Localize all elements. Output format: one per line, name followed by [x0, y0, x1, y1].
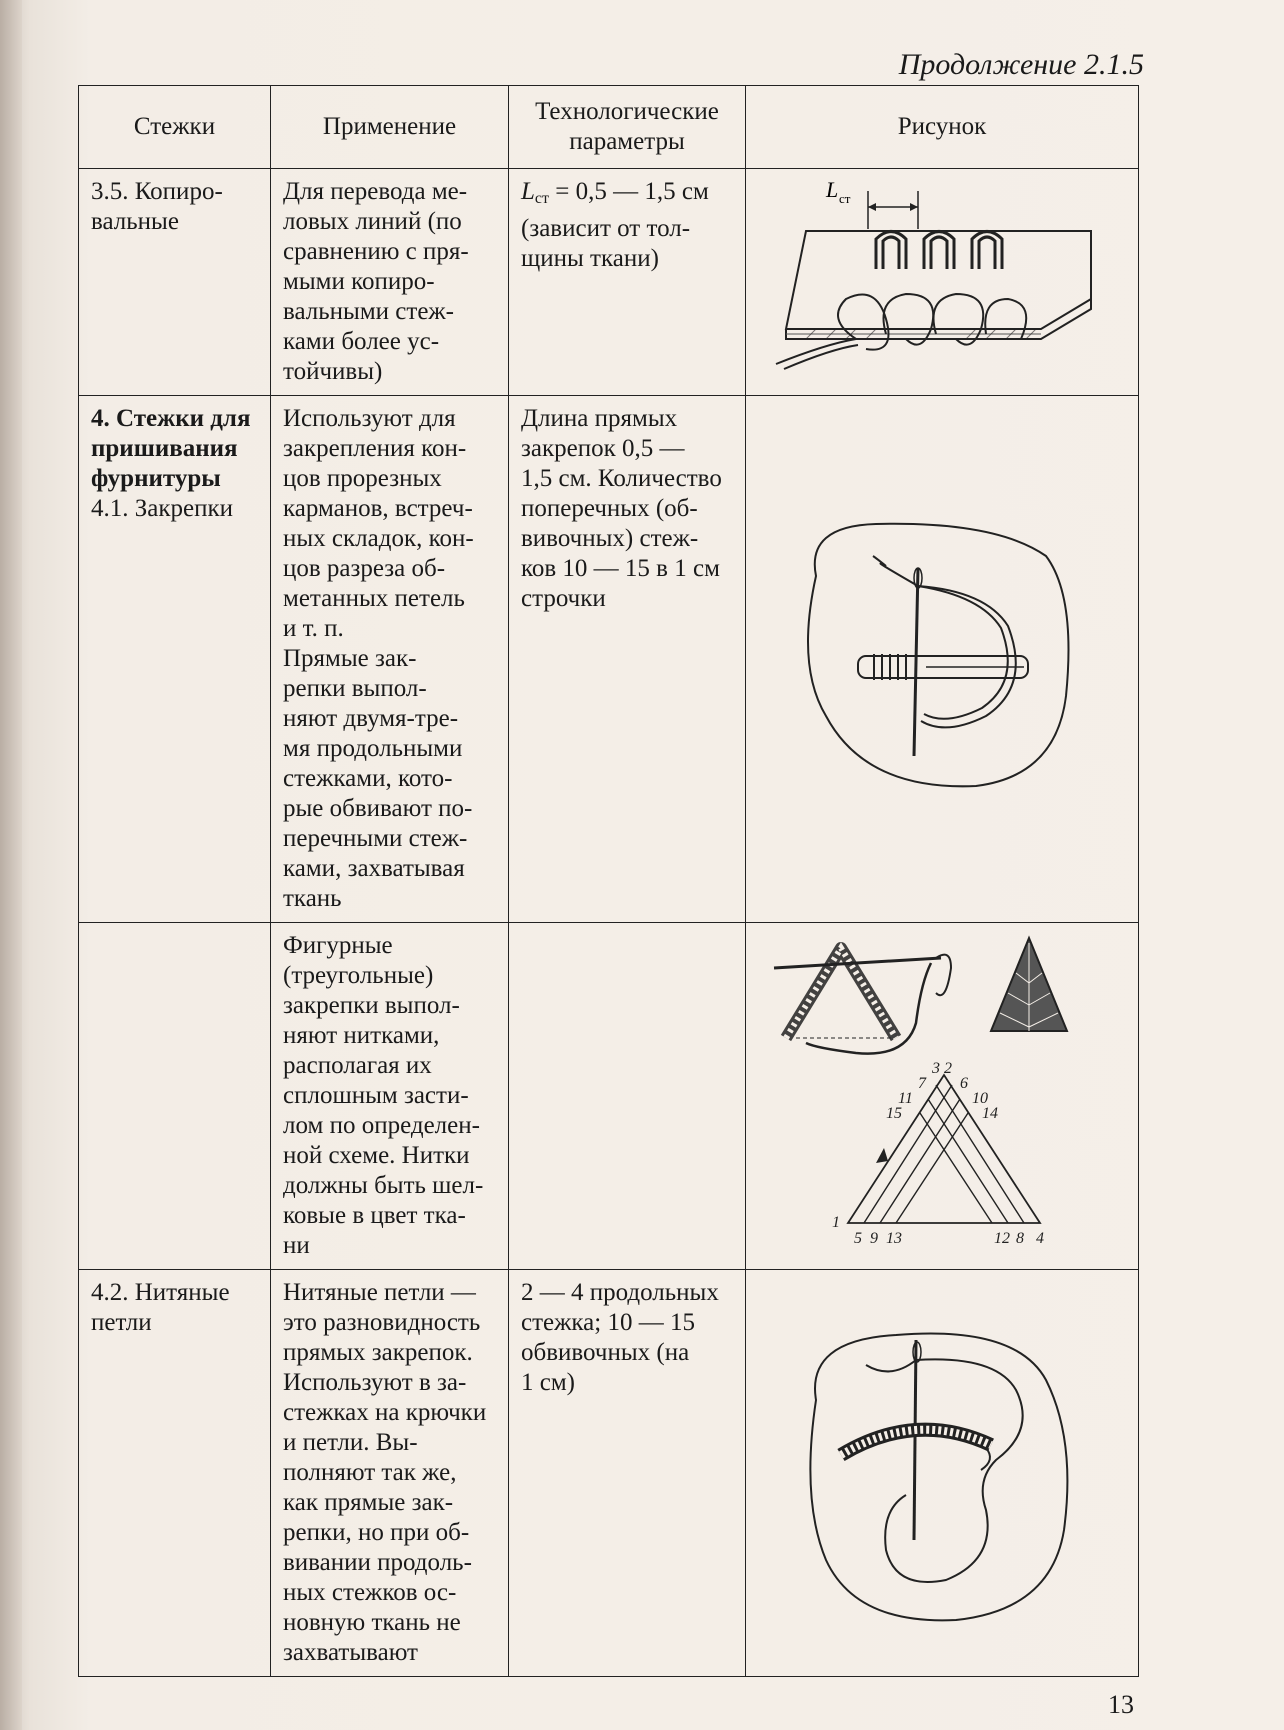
section-title: 4. Стежки для пришивания фурнитуры	[91, 405, 251, 492]
header-figure: Рисунок	[746, 86, 1139, 169]
stitch-name-cell: 4.2. Нитяные петли	[79, 1270, 271, 1677]
thread-loop-illustration-icon	[746, 1270, 1138, 1668]
figure-dimension-subscript: ст	[839, 191, 851, 206]
scheme-number: 12	[994, 1230, 1010, 1247]
scheme-number: 10	[972, 1090, 988, 1107]
application-cell: Для перевода ме- ловых линий (по сравнению с пря- мыми копиро- вальными стеж- ками более ус- тойчивы)	[271, 169, 509, 396]
stitch-name-cell: 4. Стежки для пришивания фурнитуры 4.1. Закрепки	[79, 396, 271, 923]
scheme-number: 2	[944, 1060, 952, 1077]
figure-cell	[746, 1270, 1139, 1677]
continuation-label: Продолжение 2.1.5	[898, 48, 1144, 81]
header-application: Применение	[271, 86, 509, 169]
scheme-number: 6	[960, 1075, 968, 1092]
scheme-number: 4	[1036, 1230, 1044, 1247]
parameters-cell: $L_{ст} = 0,5$ — 1,5 см (зависит от тол- щины ткани)	[509, 169, 746, 396]
scheme-number: 13	[886, 1230, 902, 1247]
copy-stitch-illustration-icon	[746, 169, 1138, 389]
triangular-bartack-illustration-icon	[746, 923, 1138, 1261]
table-row	[79, 1270, 1139, 1677]
header-stitches: Стежки	[79, 86, 271, 169]
parameters-cell: Длина прямых закрепок 0,5 — 1,5 см. Количество поперечных (об- вивочных) стеж- ков 10 — 15 в 1 см строчки	[509, 396, 746, 923]
scheme-number: 3	[932, 1060, 940, 1077]
scheme-number: 9	[870, 1230, 878, 1247]
stitch-name-cell: 3.5. Копиро- вальные	[79, 169, 271, 396]
table-row	[79, 396, 1139, 923]
straight-bartack-illustration-icon	[746, 396, 1138, 916]
table-row	[79, 169, 1139, 396]
table-header-row	[79, 86, 1139, 169]
page-number: 13	[1108, 1690, 1134, 1719]
figure-cell	[746, 396, 1139, 923]
table-row	[79, 923, 1139, 1270]
stitch-name-cell	[79, 923, 271, 1270]
scheme-number: 1	[832, 1214, 840, 1231]
stitches-table	[78, 85, 1139, 1677]
scheme-number: 14	[982, 1105, 998, 1122]
scheme-number: 5	[854, 1230, 862, 1247]
scheme-number: 8	[1016, 1230, 1024, 1247]
scheme-number: 7	[918, 1075, 926, 1092]
scheme-number: 15	[886, 1105, 902, 1122]
application-cell: Используют для закрепления кон- цов прорезных карманов, встреч- ных складок, кон- цов разреза об- метанных петель и т. п. Прямые зак- репки выпол- няют двумя-тре- мя продольными стежками, кото- рые обвивают по- перечными стеж- ками, захватывая ткань	[271, 396, 509, 923]
header-parameters: Технологические параметры	[509, 86, 746, 169]
figure-dimension-label: L	[826, 177, 839, 202]
figure-cell	[746, 169, 1139, 396]
page-binding-edge	[0, 0, 22, 1730]
application-cell: Фигурные (треугольные) закрепки выпол- няют нитками, располагая их сплошным засти- лом по определен- ной схеме. Нитки должны быть шел- ковые в цвет тка- ни	[271, 923, 509, 1270]
scheme-number: 11	[898, 1090, 913, 1107]
parameters-cell	[509, 923, 746, 1270]
parameters-cell: 2 — 4 продольных стежка; 10 — 15 обвивочных (на 1 см)	[509, 1270, 746, 1677]
figure-cell	[746, 923, 1139, 1270]
application-cell: Нитяные петли — это разновидность прямых закрепок. Используют в за- стежках на крючки и петли. Вы- полняют так же, как прямые зак- репки, но при об- вивании продоль- ных стежков ос- новную ткань не захватывают	[271, 1270, 509, 1677]
